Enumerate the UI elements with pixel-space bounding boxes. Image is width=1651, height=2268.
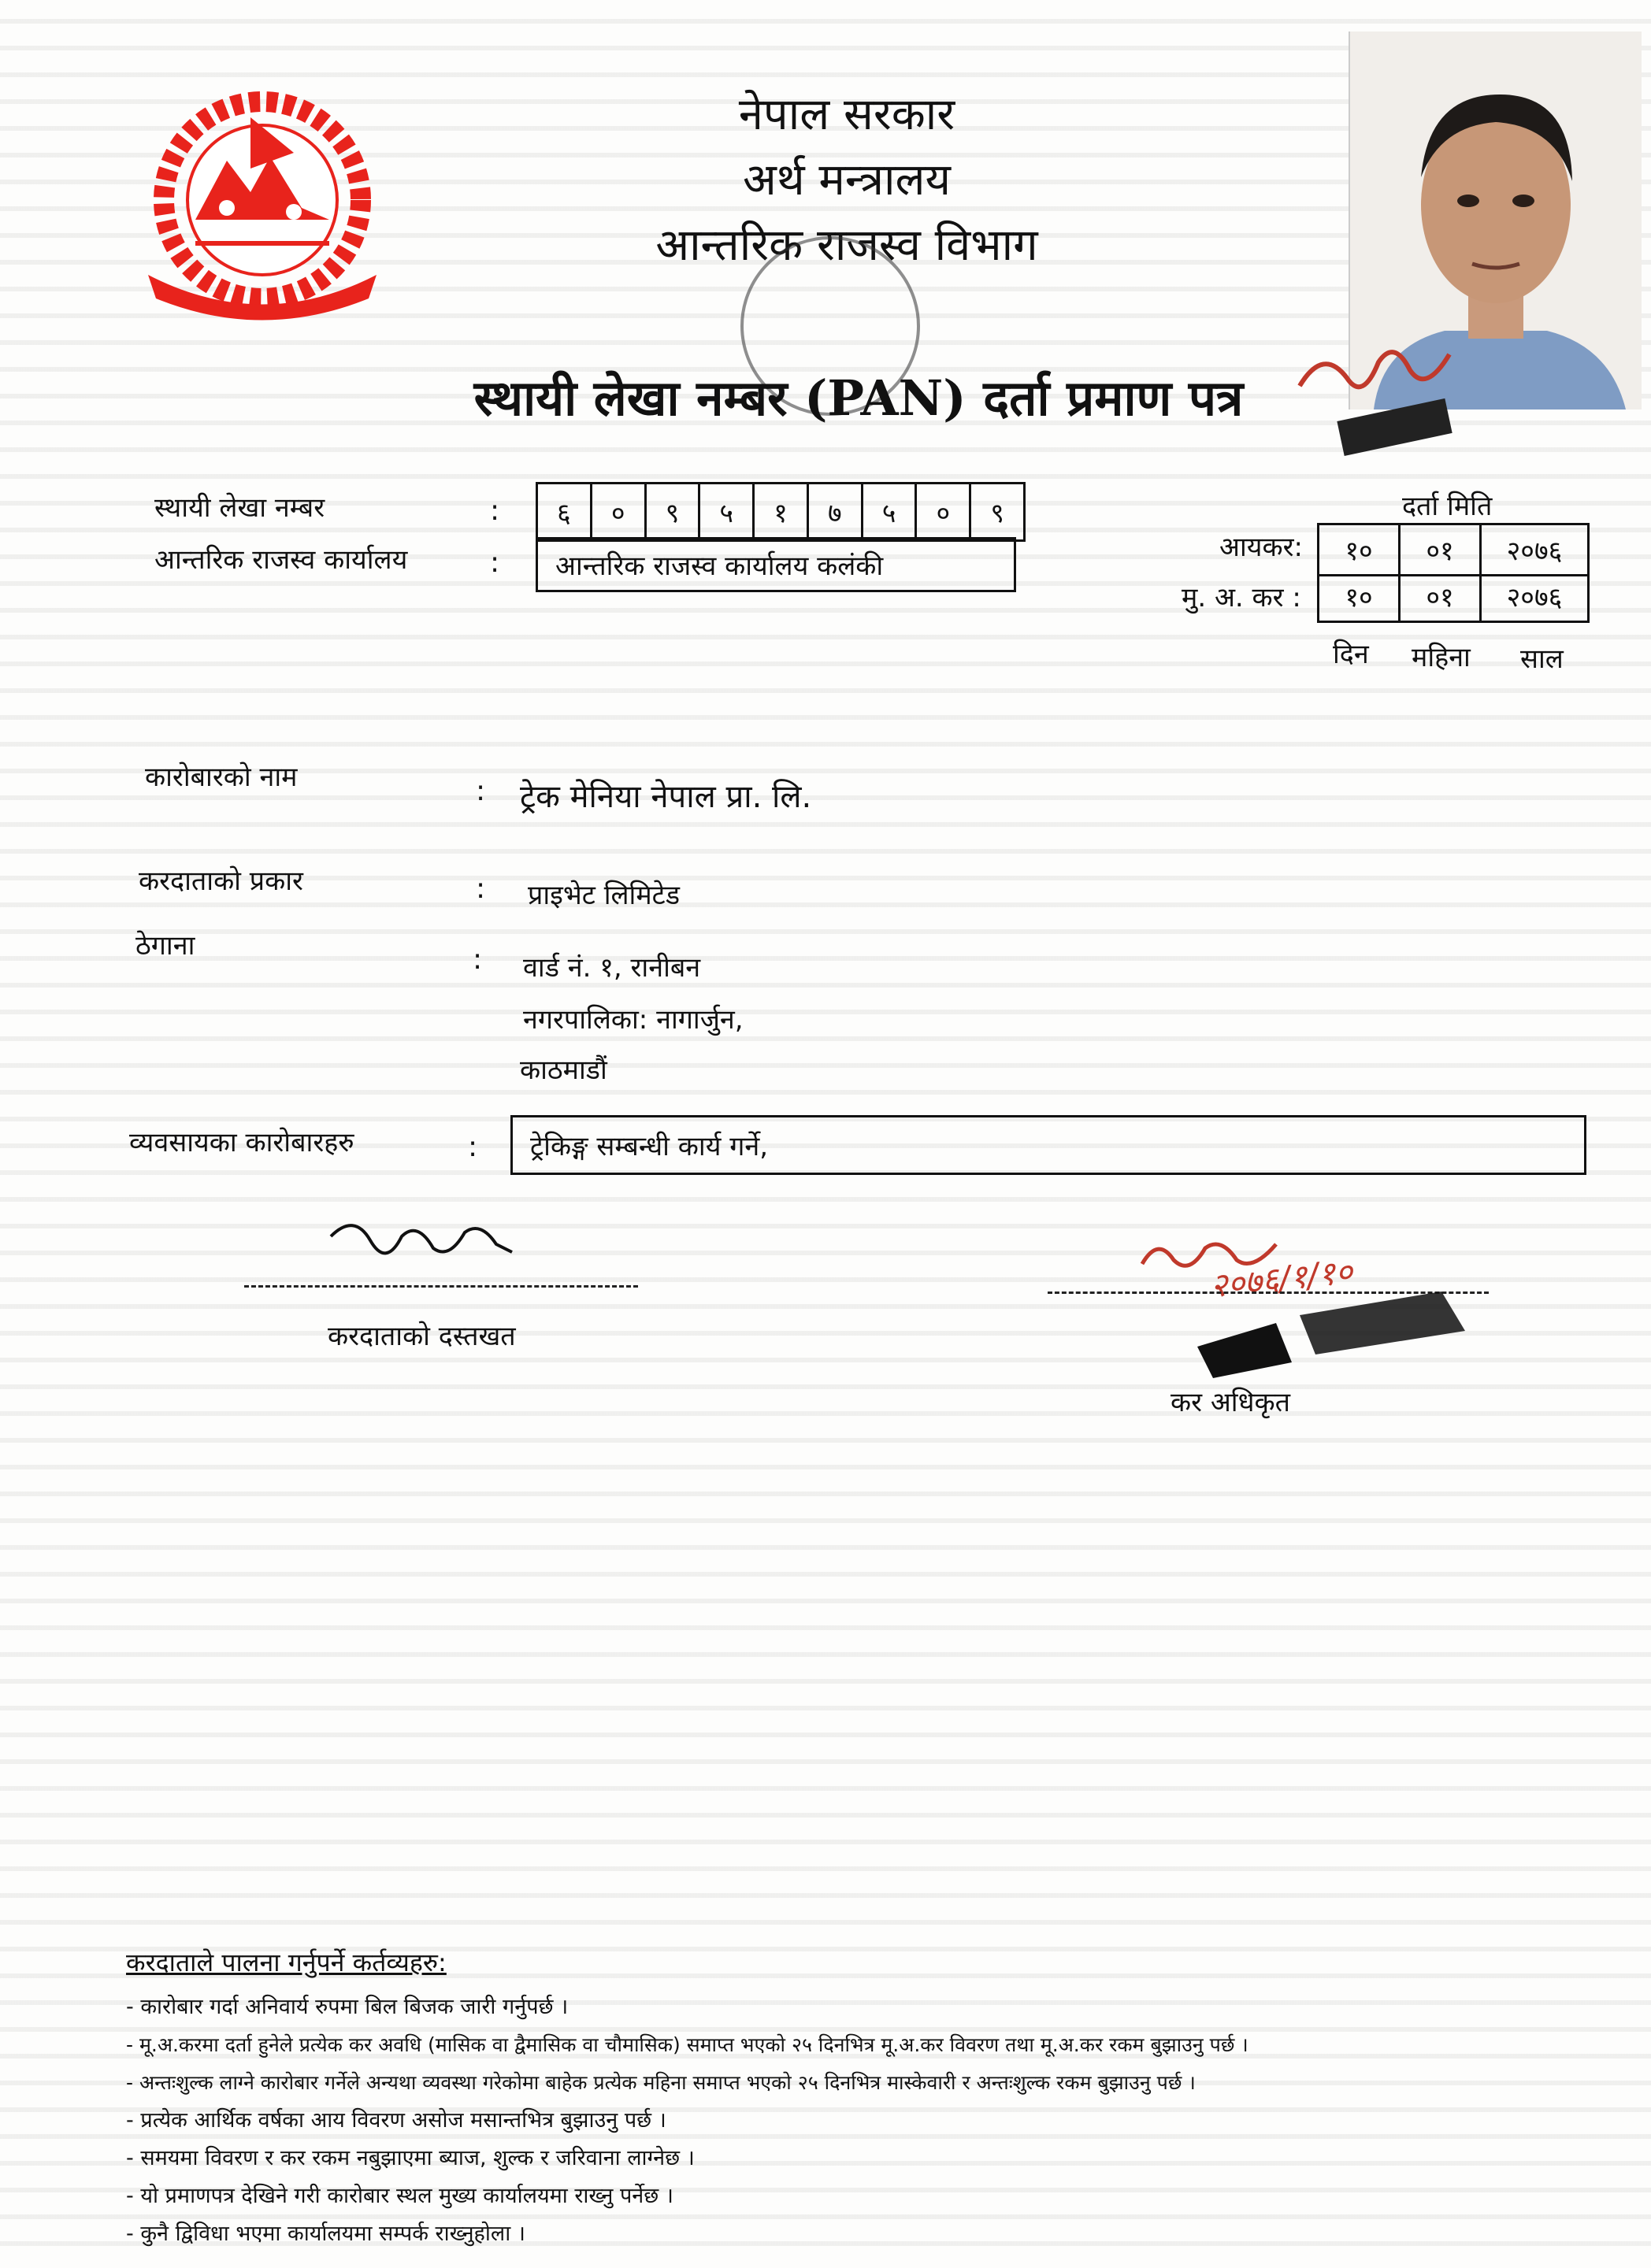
pan-digit: ७ [809,484,863,539]
registration-date-heading: दर्ता मिति [1402,491,1493,522]
header-ministry: अर्थ मन्त्रालय [743,154,951,206]
header-department: आन्तरिक राजस्व विभाग [655,220,1038,271]
address-line-1: वार्ड नं. १, रानीबन [523,952,701,984]
date-col-year: साल [1520,643,1564,675]
pan-label: स्थायी लेखा नम्बर [154,492,325,524]
date-col-day: दिन [1333,639,1369,670]
nepal-emblem-icon [132,82,392,326]
vat-date-boxes [1317,572,1590,623]
taxpayer-type-value: प्राइभेट लिमिटेड [528,880,681,911]
office-value-box [536,537,1016,592]
address-colon: : [473,943,483,976]
income-tax-label: आयकर: [1219,532,1303,563]
office-colon: : [490,547,500,579]
duty-item: - समयमा विवरण र कर रकम नबुझाएमा ब्याज, शुल्क र जरिवाना लाग्नेछ । [126,2146,695,2170]
activities-value-box [510,1115,1586,1175]
address-line-3: काठमाडौं [520,1054,607,1086]
income-tax-month: ०१ [1401,525,1482,574]
income-tax-day: १० [1319,525,1401,574]
photo-signature-stamp [1292,315,1497,457]
pan-digit: ५ [700,484,755,539]
duty-item: - कारोबार गर्दा अनिवार्य रुपमा बिल बिजक जारी गर्नुपर्छ । [126,1995,569,2019]
officer-stamp [1182,1276,1512,1386]
office-label: आन्तरिक राजस्व कार्यालय [154,544,408,576]
income-tax-date-boxes [1317,523,1590,576]
taxpayer-signature-label: करदाताको दस्तखत [328,1321,516,1352]
business-name-label: कारोबारको नाम [145,762,298,793]
taxpayer-type-colon: : [476,873,486,905]
duties-heading: करदाताले पालना गर्नुपर्ने कर्तव्यहरु: [126,1947,447,1977]
address-label: ठेगाना [135,930,195,962]
certificate-title: स्थायी लेखा नम्बर (PAN) दर्ता प्रमाण पत्र [473,369,1244,427]
officer-note: २०७६/१/१० [1208,1251,1355,1306]
duty-item: - मू.अ.करमा दर्ता हुनेले प्रत्येक कर अवधि (मासिक वा द्वैमासिक वा चौमासिक) समाप्त भएको २५ दिनभित्र मू.अ.कर विवरण तथा मू.अ.कर रकम बुझाउनु पर्छ । [126,2033,1248,2056]
pan-number-boxes [536,482,1026,542]
vat-day: १० [1319,572,1401,621]
pan-digit: १ [755,484,809,539]
officer-label: कर अधिकृत [1171,1387,1291,1418]
duties-section [126,1945,1607,2253]
pan-digit: ९ [647,484,701,539]
duty-item: - अन्तःशुल्क लाग्ने कारोबार गर्नेले अन्यथा व्यवस्था गरेकोमा बाहेक प्रत्येक महिना समाप्त भएको २५ दिनभित्र मास्केवारी र अन्तःशुल्क रकम बुझाउनु पर्छ । [126,2071,1196,2094]
duty-item: - कुनै द्विविधा भएमा कार्यालयमा सम्पर्क राख्नुहोला । [126,2222,526,2246]
taxpayer-signature-line [244,1285,638,1288]
vat-month: ०१ [1401,572,1482,621]
vat-year: २०७६ [1506,582,1563,613]
activities-label: व्यवसायका कारोबारहरु [129,1127,354,1158]
pan-digit: ६ [538,484,592,539]
taxpayer-type-label: करदाताको प्रकार [139,865,303,897]
duty-item: - यो प्रमाणपत्र देखिने गरी कारोबार स्थल मुख्य कार्यालयमा राख्नु पर्नेछ । [126,2184,674,2208]
income-tax-year: २०७६ [1506,536,1563,567]
pan-digit: ९ [990,498,1004,529]
activities-colon: : [468,1131,478,1163]
pan-digit: ५ [863,484,918,539]
duty-item: - प्रत्येक आर्थिक वर्षका आय विवरण असोज मसान्तभित्र बुझाउनु पर्छ । [126,2108,666,2133]
address-line-2: नगरपालिका: नागार्जुन, [523,1004,744,1036]
activities-value: ट्रेकिङ्ग सम्बन्धी कार्य गर्ने, [530,1131,769,1162]
pan-digit: ० [917,484,971,539]
business-name-value: ट्रेक मेनिया नेपाल प्रा. लि. [520,779,812,815]
pan-digit: ० [592,484,647,539]
vat-label: मु. अ. कर : [1182,582,1301,613]
taxpayer-signature [323,1205,528,1276]
office-value: आन्तरिक राजस्व कार्यालय कलंकी [555,550,884,582]
date-col-month: महिना [1412,642,1471,673]
header-government: नेपाल सरकार [738,89,955,140]
business-name-colon: : [476,775,486,807]
pan-colon: : [490,495,500,527]
